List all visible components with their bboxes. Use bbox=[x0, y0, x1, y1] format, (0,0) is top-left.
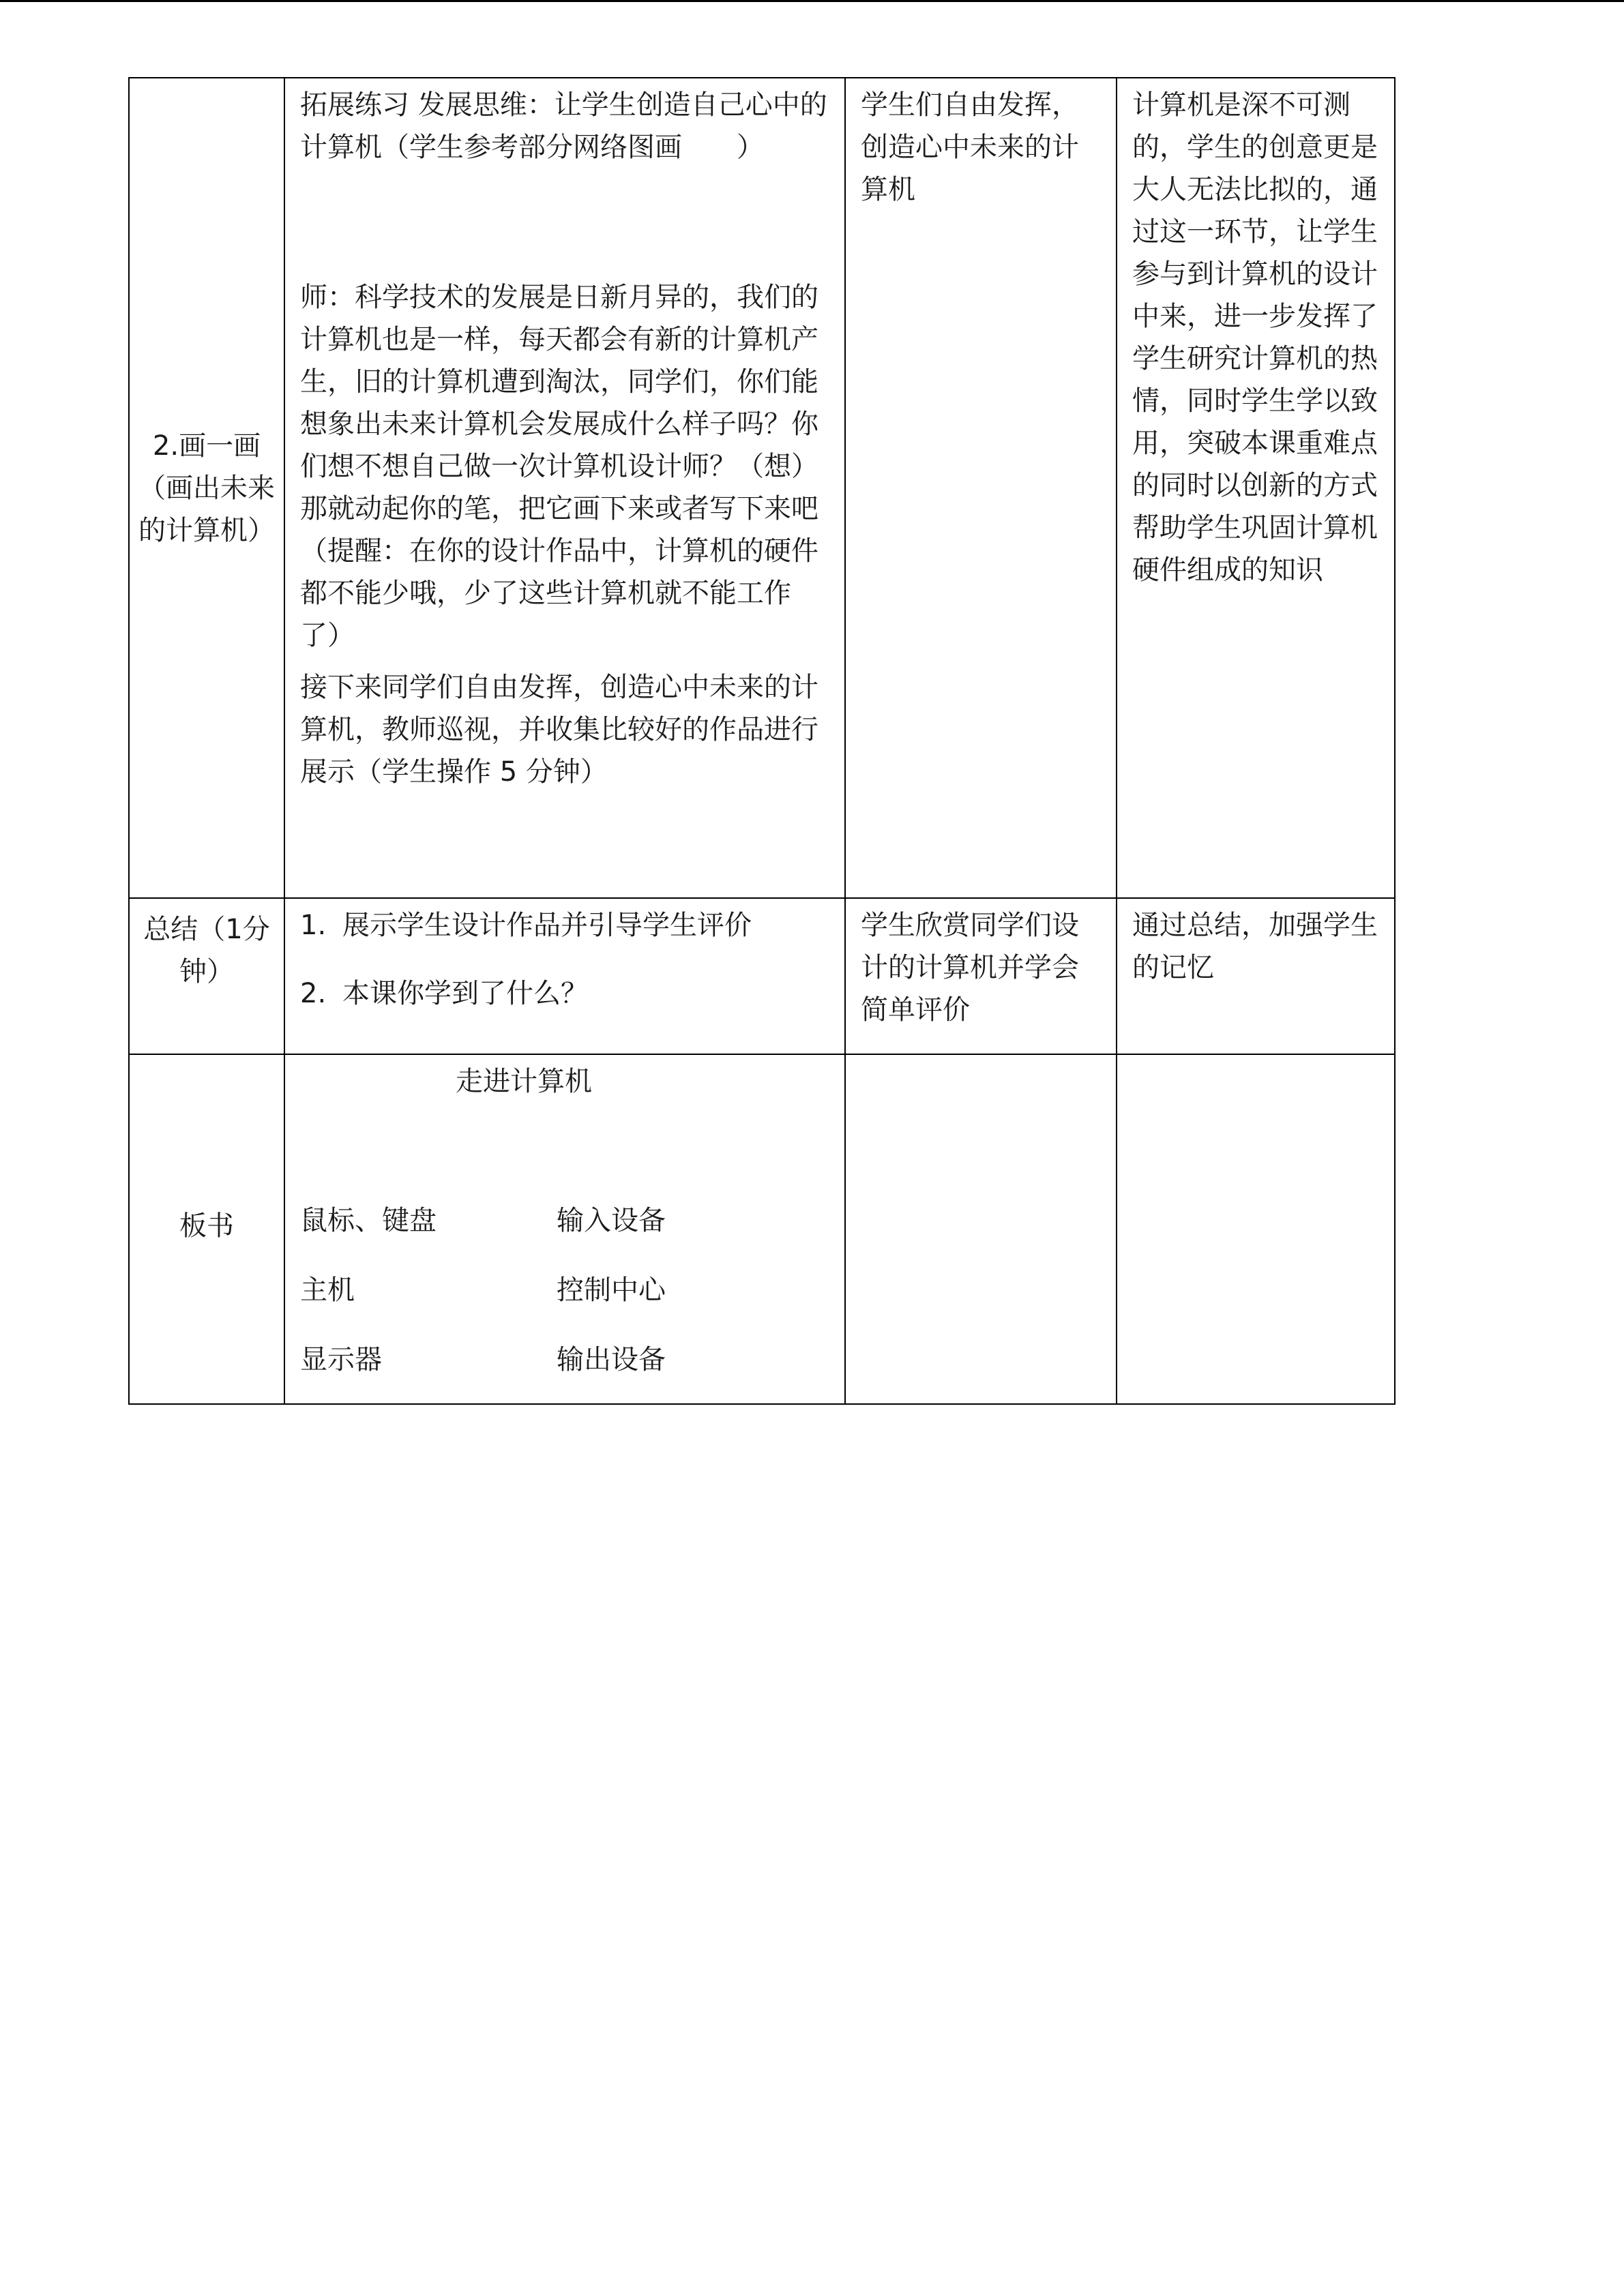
board-title: 走进计算机 bbox=[456, 1066, 592, 1097]
stage-label: 板书 bbox=[179, 1210, 234, 1242]
list-item bbox=[300, 904, 829, 946]
lesson-plan-table bbox=[128, 77, 1396, 1405]
step-number: 1. bbox=[300, 910, 327, 941]
student-activity: 学生欣赏同学们设计的计算机并学会简单评价 bbox=[861, 910, 1079, 1026]
process-cell-board bbox=[284, 1054, 845, 1404]
table-row-draw bbox=[129, 78, 1395, 898]
board-item bbox=[300, 1199, 829, 1242]
design-intent: 计算机是深不可测的，学生的创意更是大人无法比拟的，通过这一环节，让学生参与到计算机的设计中来，进一步发挥了学生研究计算机的热情，同时学生学以致用，突破本课重难点的同时以创新的方式帮助学生巩固计算机硬件组成的知识 bbox=[1132, 89, 1378, 586]
intent-cell-draw bbox=[1117, 78, 1395, 898]
page-top-rule bbox=[0, 0, 1624, 2]
stage-cell-board bbox=[129, 1054, 284, 1404]
step-number: 2. bbox=[300, 978, 327, 1009]
summary-steps bbox=[300, 904, 829, 1015]
stage-cell-summary bbox=[129, 898, 284, 1054]
student-cell-summary bbox=[845, 898, 1117, 1054]
stage-label: 2.画一画（画出未来的计算机） bbox=[138, 430, 275, 546]
board-item bbox=[300, 1339, 829, 1381]
step-text: 本课你学到了什么？ bbox=[342, 978, 588, 1009]
list-item bbox=[300, 972, 829, 1015]
intent-cell-board bbox=[1117, 1054, 1395, 1404]
board-meaning: 输出设备 bbox=[557, 1344, 666, 1375]
table-row-board bbox=[129, 1054, 1395, 1404]
student-cell-draw bbox=[845, 78, 1117, 898]
step-text: 展示学生设计作品并引导学生评价 bbox=[342, 910, 752, 941]
table-row-summary bbox=[129, 898, 1395, 1054]
process-cell-summary bbox=[284, 898, 845, 1054]
process-intro: 拓展练习 发展思维：让学生创造自己心中的计算机（学生参考部分网络图画 ） bbox=[300, 89, 827, 163]
board-term: 显示器 bbox=[300, 1344, 382, 1375]
process-teacher-text: 师：科学技术的发展是日新月异的，我们的计算机也是一样，每天都会有新的计算机产生，旧的计算机遭到淘汰，同学们，你们能想象出未来计算机会发展成什么样子吗？你们想不想自己做一次计算机设计师？（想）那就动起你的笔，把它画下来或者写下来吧（提醒：在你的设计作品中，计算机的硬件都不能少哦，少了这些计算机就不能工作了） bbox=[300, 282, 818, 651]
stage-label: 总结（1分钟） bbox=[143, 914, 270, 987]
board-meaning: 控制中心 bbox=[557, 1274, 666, 1306]
design-intent: 通过总结，加强学生的记忆 bbox=[1132, 910, 1378, 983]
student-cell-board bbox=[845, 1054, 1117, 1404]
board-term: 鼠标、键盘 bbox=[300, 1205, 437, 1236]
stage-cell-draw bbox=[129, 78, 284, 898]
process-cell-draw bbox=[284, 78, 845, 898]
board-term: 主机 bbox=[300, 1274, 355, 1306]
board-item bbox=[300, 1269, 829, 1311]
board-meaning: 输入设备 bbox=[557, 1205, 666, 1236]
student-activity: 学生们自由发挥，创造心中未来的计算机 bbox=[861, 89, 1079, 205]
intent-cell-summary bbox=[1117, 898, 1395, 1054]
process-next-text: 接下来同学们自由发挥，创造心中未来的计算机，教师巡视，并收集比较好的作品进行展示（学生操作 5 分钟） bbox=[300, 672, 818, 788]
